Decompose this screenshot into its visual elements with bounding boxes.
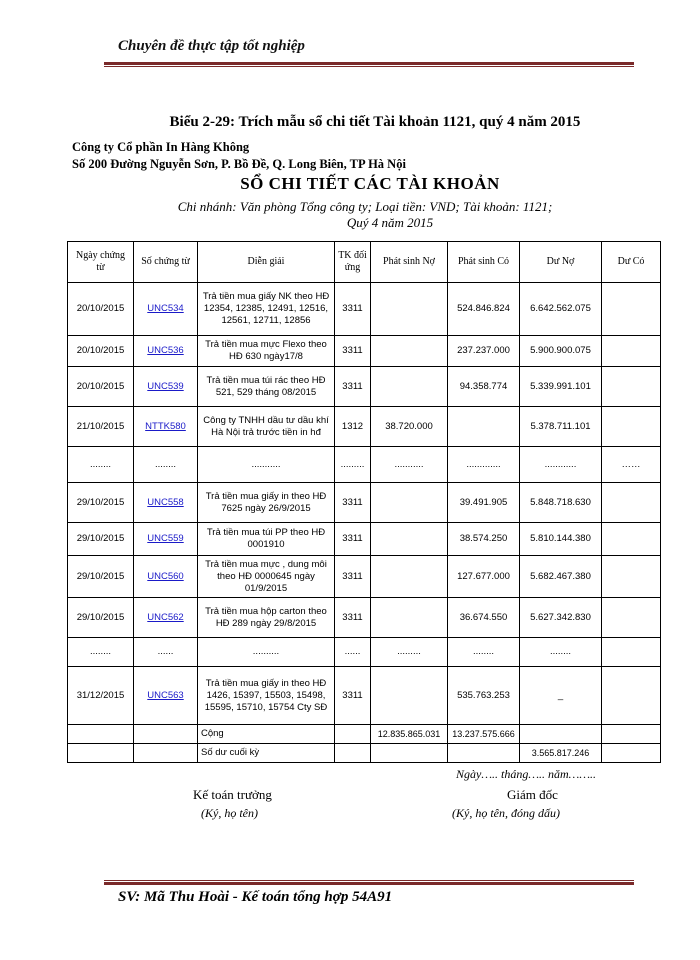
cell-debit: [371, 667, 448, 725]
voucher-link[interactable]: NTTK580: [145, 420, 186, 432]
cell-debit: .........: [371, 638, 448, 667]
voucher-link[interactable]: UNC562: [147, 611, 184, 623]
cell-debit-balance: _: [520, 667, 602, 725]
col-header-date: Ngày chứng từ: [68, 242, 134, 283]
cell-counter-account: ......: [335, 638, 371, 667]
cell-credit-balance: ……: [602, 447, 661, 483]
table-row: [68, 407, 661, 447]
cell-debit-balance: 5.810.144.380: [520, 523, 602, 556]
voucher-link[interactable]: UNC539: [147, 380, 184, 392]
cell-credit-balance: [602, 336, 661, 367]
voucher-link[interactable]: UNC558: [147, 496, 184, 508]
closing-balance: 3.565.817.246: [520, 744, 602, 763]
document-title: SỔ CHI TIẾT CÁC TÀI KHOẢN: [240, 174, 500, 193]
cell-debit-balance: 5.848.718.630: [520, 483, 602, 523]
cell-debit-balance: 6.642.562.075: [520, 283, 602, 336]
cell-voucher: [134, 483, 198, 523]
header-rule-thin: [104, 66, 634, 67]
cell-description: Trả tiền mua túi rác theo HĐ 521, 529 tháng 08/2015: [198, 367, 335, 407]
cell-credit: 36.674.550: [448, 598, 520, 638]
table-row: [68, 447, 661, 483]
col-header-credit: Phát sinh Có: [448, 242, 520, 283]
cell-description: Trả tiền mua mực Flexo theo HĐ 630 ngày17/8: [198, 336, 335, 367]
cell-description: Trả tiền mua giấy NK theo HĐ 12354, 12385, 12491, 12516, 12561, 12711, 12856: [198, 283, 335, 336]
date-line: Ngày….. tháng….. năm……..: [456, 767, 597, 781]
cell-debit: [371, 336, 448, 367]
cell-credit: 237.237.000: [448, 336, 520, 367]
cell-credit: 38.574.250: [448, 523, 520, 556]
header-rule: [104, 62, 634, 65]
total-label: Cộng: [198, 725, 335, 744]
cell-debit: [371, 598, 448, 638]
cell-description: ..........: [198, 638, 335, 667]
cell-description: Trả tiền mua giấy in theo HĐ 1426, 15397, 15503, 15498, 15595, 15710, 15754 Cty SĐ: [198, 667, 335, 725]
document-period: Quý 4 năm 2015: [346, 215, 434, 230]
cell-debit-balance: ............: [520, 447, 602, 483]
cell-counter-account: 3311: [335, 556, 371, 598]
cell-voucher: [134, 367, 198, 407]
cell-counter-account: 1312: [335, 407, 371, 447]
cell-date: 20/10/2015: [68, 336, 134, 367]
total-debit: 12.835.865.031: [371, 725, 448, 744]
director-title: Giám đốc: [507, 787, 558, 802]
footer-rule-thin: [104, 880, 634, 881]
cell-voucher: [134, 283, 198, 336]
total-row: [68, 725, 661, 744]
cell-credit-balance: [602, 483, 661, 523]
cell-debit: [371, 367, 448, 407]
cell-debit: [371, 283, 448, 336]
voucher-link[interactable]: UNC536: [147, 345, 184, 356]
cell-description: Công ty TNHH dầu tư dầu khí Hà Nội trả trước tiền in hđ: [198, 407, 335, 447]
voucher-link[interactable]: UNC534: [147, 303, 184, 314]
cell-debit-balance: ........: [520, 638, 602, 667]
cell-debit-balance: 5.378.711.101: [520, 407, 602, 447]
cell-counter-account: 3311: [335, 523, 371, 556]
col-header-voucher: Số chứng từ: [134, 242, 198, 283]
cell-credit: 524.846.824: [448, 283, 520, 336]
figure-caption: Biểu 2-29: Trích mẫu sổ chi tiết Tài khoản 1121, quý 4 năm 2015: [169, 114, 581, 130]
cell-credit: 127.677.000: [448, 556, 520, 598]
cell-debit-balance: 5.900.900.075: [520, 336, 602, 367]
cell-counter-account: .........: [335, 447, 371, 483]
cell-credit: ........: [448, 638, 520, 667]
chief-accountant-note: (Ký, họ tên): [201, 806, 258, 820]
cell-credit-balance: [602, 367, 661, 407]
table-row: [68, 483, 661, 523]
voucher-link[interactable]: UNC559: [147, 533, 184, 544]
voucher-link[interactable]: UNC563: [147, 689, 184, 701]
table-row: [68, 667, 661, 725]
cell-counter-account: 3311: [335, 336, 371, 367]
cell-date: ........: [68, 638, 134, 667]
table-row: [68, 523, 661, 556]
cell-voucher: ........: [134, 447, 198, 483]
voucher-link[interactable]: UNC560: [147, 570, 184, 582]
cell-description: ...........: [198, 447, 335, 483]
cell-date: ........: [68, 447, 134, 483]
cell-counter-account: 3311: [335, 667, 371, 725]
cell-debit: ...........: [371, 447, 448, 483]
table-row: [68, 556, 661, 598]
cell-credit-balance: [602, 523, 661, 556]
table-row: [68, 336, 661, 367]
col-header-debit: Phát sinh Nợ: [371, 242, 448, 283]
cell-description: Trả tiền mua giấy in theo HĐ 7625 ngày 26/9/2015: [198, 483, 335, 523]
cell-credit: 94.358.774: [448, 367, 520, 407]
cell-debit: [371, 556, 448, 598]
table-header-row: [68, 242, 661, 283]
col-header-credit-balance: Dư Có: [602, 242, 661, 283]
cell-credit-balance: [602, 556, 661, 598]
closing-balance-row: [68, 744, 661, 763]
cell-voucher: [134, 598, 198, 638]
footer-rule: [104, 882, 634, 885]
cell-credit-balance: [602, 407, 661, 447]
cell-date: 29/10/2015: [68, 523, 134, 556]
cell-date: 29/10/2015: [68, 556, 134, 598]
table-row: [68, 598, 661, 638]
ledger-table: [67, 241, 661, 763]
cell-voucher: [134, 407, 198, 447]
table-row: [68, 367, 661, 407]
table-row: [68, 283, 661, 336]
chief-accountant-title: Kế toán trưởng: [193, 787, 272, 802]
col-header-description: Diễn giải: [198, 242, 335, 283]
table-row: [68, 638, 661, 667]
cell-description: Trả tiền mua túi PP theo HĐ 0001910: [198, 523, 335, 556]
cell-date: 21/10/2015: [68, 407, 134, 447]
cell-credit-balance: [602, 667, 661, 725]
cell-description: Trả tiền mua hộp carton theo HĐ 289 ngày 29/8/2015: [198, 598, 335, 638]
cell-credit: [448, 407, 520, 447]
cell-voucher: [134, 523, 198, 556]
cell-counter-account: 3311: [335, 598, 371, 638]
director-note: (Ký, họ tên, đóng dấu): [452, 806, 560, 820]
cell-description: Trả tiền mua mực , dung môi theo HĐ 0000645 ngày 01/9/2015: [198, 556, 335, 598]
cell-debit-balance: 5.627.342.830: [520, 598, 602, 638]
cell-credit: .............: [448, 447, 520, 483]
cell-date: 29/10/2015: [68, 598, 134, 638]
closing-label: Số dư cuối kỳ: [198, 744, 335, 763]
cell-debit-balance: 5.339.991.101: [520, 367, 602, 407]
cell-counter-account: 3311: [335, 483, 371, 523]
cell-voucher: [134, 667, 198, 725]
cell-date: 29/10/2015: [68, 483, 134, 523]
cell-credit: 535.763.253: [448, 667, 520, 725]
cell-credit-balance: [602, 638, 661, 667]
cell-date: 20/10/2015: [68, 283, 134, 336]
cell-credit: 39.491.905: [448, 483, 520, 523]
document-subtitle: Chi nhánh: Văn phòng Tổng công ty; Loại tiền: VND; Tài khoản: 1121;: [177, 199, 553, 214]
cell-date: 20/10/2015: [68, 367, 134, 407]
cell-credit-balance: [602, 598, 661, 638]
cell-debit: [371, 523, 448, 556]
cell-counter-account: 3311: [335, 367, 371, 407]
footer-author: SV: Mã Thu Hoài - Kế toán tổng hợp 54A91: [118, 889, 393, 905]
cell-debit: [371, 483, 448, 523]
cell-date: 31/12/2015: [68, 667, 134, 725]
cell-voucher: [134, 556, 198, 598]
page-header-title: Chuyên đề thực tập tốt nghiệp: [118, 38, 305, 54]
company-name: Công ty Cổ phần In Hàng Không: [72, 140, 250, 154]
cell-credit-balance: [602, 283, 661, 336]
total-credit: 13.237.575.666: [448, 725, 520, 744]
cell-voucher: ......: [134, 638, 198, 667]
cell-debit-balance: 5.682.467.380: [520, 556, 602, 598]
cell-voucher: [134, 336, 198, 367]
company-address: Số 200 Đường Nguyễn Sơn, P. Bồ Đề, Q. Long Biên, TP Hà Nội: [72, 157, 406, 171]
col-header-debit-balance: Dư Nợ: [520, 242, 602, 283]
cell-debit: 38.720.000: [371, 407, 448, 447]
cell-counter-account: 3311: [335, 283, 371, 336]
col-header-counter-account: TK đối ứng: [335, 242, 371, 283]
